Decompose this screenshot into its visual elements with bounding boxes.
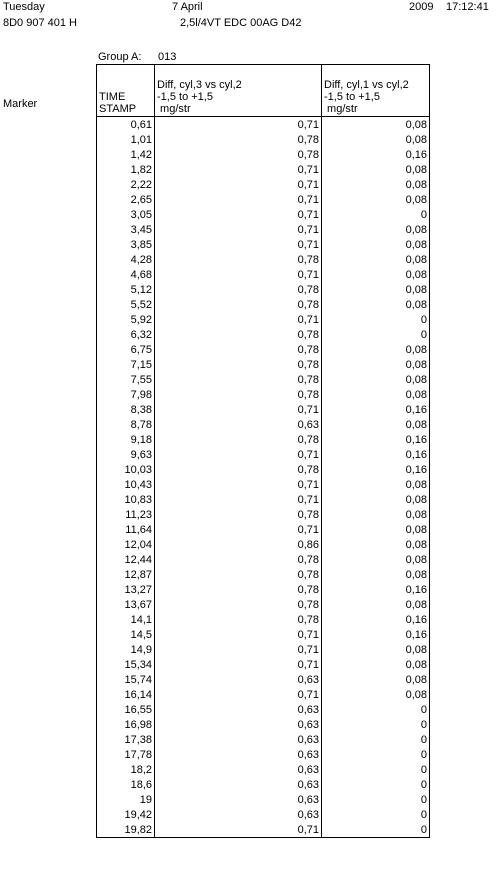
- diff-cyl1-cell: 0: [322, 807, 430, 822]
- time-stamp-cell: 3,85: [97, 237, 155, 252]
- time-stamp-cell: 18,2: [97, 762, 155, 777]
- diff-cyl1-cell: 0,16: [322, 582, 430, 597]
- diff-cyl1-cell: 0,08: [322, 687, 430, 702]
- diff-cyl3-cell: 0,78: [155, 282, 322, 297]
- table-row: [97, 612, 430, 627]
- diff-cyl3-cell: 0,78: [155, 132, 322, 147]
- diff-cyl3-cell: 0,71: [155, 447, 322, 462]
- time-stamp-cell: 12,04: [97, 537, 155, 552]
- diff-cyl3-cell: 0,78: [155, 582, 322, 597]
- table-row: [97, 642, 430, 657]
- table-row: [97, 627, 430, 642]
- diff-cyl3-cell: 0,71: [155, 492, 322, 507]
- time-stamp-cell: 2,65: [97, 192, 155, 207]
- diff-cyl1-cell: 0,08: [322, 387, 430, 402]
- time-stamp-cell: 11,23: [97, 507, 155, 522]
- diff-cyl1-cell: 0,08: [322, 642, 430, 657]
- diff-cyl3-cell: 0,71: [155, 117, 322, 133]
- diff-cyl1-cell: 0: [322, 762, 430, 777]
- table-row: [97, 807, 430, 822]
- diff-cyl1-cell: 0,08: [322, 477, 430, 492]
- table-row: [97, 162, 430, 177]
- diff-cyl3-cell: 0,63: [155, 672, 322, 687]
- time-stamp-cell: 4,28: [97, 252, 155, 267]
- diff-cyl3-cell: 0,78: [155, 147, 322, 162]
- diff-cyl3-cell: 0,71: [155, 207, 322, 222]
- diff-cyl3-cell: 0,63: [155, 417, 322, 432]
- time-stamp-cell: 10,83: [97, 492, 155, 507]
- time-stamp-cell: 10,03: [97, 462, 155, 477]
- time-stamp-cell: 7,98: [97, 387, 155, 402]
- diff-cyl1-cell: 0,08: [322, 192, 430, 207]
- diff-cyl3-cell: 0,63: [155, 732, 322, 747]
- diff-cyl1-cell: 0,08: [322, 597, 430, 612]
- diff-cyl1-cell: 0,08: [322, 672, 430, 687]
- header-line: -1,5 to +1,5: [157, 91, 213, 103]
- table-row: [97, 312, 430, 327]
- diff-cyl1-cell: 0: [322, 732, 430, 747]
- table-row: [97, 777, 430, 792]
- diff-cyl3-cell: 0,63: [155, 717, 322, 732]
- year-label: 2009: [409, 1, 434, 13]
- time-stamp-cell: 0,61: [97, 117, 155, 133]
- time-stamp-cell: 16,55: [97, 702, 155, 717]
- time-stamp-cell: 6,75: [97, 342, 155, 357]
- time-stamp-cell: 6,32: [97, 327, 155, 342]
- diff-cyl3-cell: 0,71: [155, 822, 322, 838]
- diff-cyl3-cell: 0,86: [155, 537, 322, 552]
- diff-cyl3-cell: 0,78: [155, 552, 322, 567]
- time-stamp-cell: 7,15: [97, 357, 155, 372]
- diff-cyl3-cell: 0,78: [155, 357, 322, 372]
- diff-cyl1-cell: 0,08: [322, 252, 430, 267]
- time-stamp-cell: 3,05: [97, 207, 155, 222]
- diff-cyl3-cell: 0,71: [155, 237, 322, 252]
- table-row: [97, 282, 430, 297]
- diff-cyl1-cell: 0,08: [322, 132, 430, 147]
- diff-cyl1-cell: 0: [322, 327, 430, 342]
- diff-cyl1-cell: 0: [322, 312, 430, 327]
- time-stamp-cell: 4,68: [97, 267, 155, 282]
- table-row: [97, 672, 430, 687]
- diff-cyl1-cell: 0,08: [322, 117, 430, 133]
- time-stamp-cell: 12,44: [97, 552, 155, 567]
- table-row: [97, 597, 430, 612]
- diff-cyl1-cell: 0,08: [322, 357, 430, 372]
- table-row: [97, 582, 430, 597]
- diff-cyl3-cell: 0,63: [155, 807, 322, 822]
- time-stamp-cell: 1,42: [97, 147, 155, 162]
- table-row: [97, 522, 430, 537]
- table-row: [97, 297, 430, 312]
- diff-cyl3-cell: 0,63: [155, 747, 322, 762]
- diff-cyl1-cell: 0,16: [322, 432, 430, 447]
- diff-cyl1-cell: 0,08: [322, 522, 430, 537]
- table-row: [97, 492, 430, 507]
- diff-cyl3-cell: 0,78: [155, 252, 322, 267]
- diff-cyl1-cell: 0: [322, 207, 430, 222]
- diff-cyl3-cell: 0,78: [155, 387, 322, 402]
- group-label: Group A:: [98, 51, 142, 63]
- diff-cyl3-cell: 0,71: [155, 522, 322, 537]
- table-row: [97, 357, 430, 372]
- diff-cyl3-cell: 0,63: [155, 762, 322, 777]
- diff-cyl3-cell: 0,71: [155, 627, 322, 642]
- time-label: 17:12:41: [446, 1, 489, 13]
- diff-cyl3-cell: 0,71: [155, 192, 322, 207]
- diff-cyl3-cell: 0,78: [155, 327, 322, 342]
- table-row: [97, 327, 430, 342]
- time-stamp-cell: 14,1: [97, 612, 155, 627]
- table-row: [97, 132, 430, 147]
- table-row: [97, 342, 430, 357]
- diff-cyl1-cell: 0: [322, 747, 430, 762]
- diff-cyl3-cell: 0,63: [155, 777, 322, 792]
- header-line: mg/str: [324, 103, 358, 115]
- table-row: [97, 372, 430, 387]
- table-row: [97, 552, 430, 567]
- diff-cyl3-cell: 0,71: [155, 312, 322, 327]
- marker-label: Marker: [3, 98, 38, 110]
- table-row: [97, 477, 430, 492]
- diff-cyl1-cell: 0,08: [322, 567, 430, 582]
- diff-cyl1-cell: 0: [322, 777, 430, 792]
- diff-cyl1-cell: 0,16: [322, 462, 430, 477]
- table-row: [97, 822, 430, 838]
- diff-cyl1-cell: 0,08: [322, 237, 430, 252]
- table-row: [97, 147, 430, 162]
- table-row: [97, 432, 430, 447]
- diff-cyl1-cell: 0,08: [322, 417, 430, 432]
- diff-cyl3-cell: 0,71: [155, 177, 322, 192]
- diff-cyl3-cell: 0,78: [155, 342, 322, 357]
- time-stamp-cell: 5,52: [97, 297, 155, 312]
- diff-cyl3-cell: 0,71: [155, 222, 322, 237]
- engine-code: 2,5l/4VT EDC 00AG D42: [180, 17, 302, 29]
- diff-cyl3-cell: 0,71: [155, 402, 322, 417]
- time-stamp-cell: 14,5: [97, 627, 155, 642]
- table-row: [97, 747, 430, 762]
- table-row: [97, 267, 430, 282]
- time-stamp-cell: 19: [97, 792, 155, 807]
- time-stamp-cell: 7,55: [97, 372, 155, 387]
- diff-cyl3-cell: 0,71: [155, 162, 322, 177]
- diff-cyl3-cell: 0,78: [155, 507, 322, 522]
- diff-cyl1-cell: 0,08: [322, 267, 430, 282]
- diff-cyl3-cell: 0,78: [155, 372, 322, 387]
- time-stamp-cell: 15,34: [97, 657, 155, 672]
- header-diff-cyl1-vs-cyl2: [322, 65, 430, 117]
- diff-cyl3-cell: 0,78: [155, 597, 322, 612]
- group-number: 013: [158, 51, 177, 63]
- table-row: [97, 732, 430, 747]
- time-stamp-cell: 19,82: [97, 822, 155, 838]
- header-line: TIME: [99, 91, 126, 103]
- diff-cyl1-cell: 0,08: [322, 342, 430, 357]
- diff-cyl3-cell: 0,71: [155, 657, 322, 672]
- time-stamp-cell: 17,78: [97, 747, 155, 762]
- time-stamp-cell: 8,78: [97, 417, 155, 432]
- table-row: [97, 417, 430, 432]
- diff-cyl3-cell: 0,71: [155, 477, 322, 492]
- diff-cyl1-cell: 0,16: [322, 612, 430, 627]
- header-line: -1,5 to +1,5: [324, 91, 380, 103]
- table-row: [97, 387, 430, 402]
- time-stamp-cell: 11,64: [97, 522, 155, 537]
- table-row: [97, 687, 430, 702]
- table-row: [97, 537, 430, 552]
- time-stamp-cell: 3,45: [97, 222, 155, 237]
- time-stamp-cell: 19,42: [97, 807, 155, 822]
- diff-cyl1-cell: 0,08: [322, 297, 430, 312]
- header-line: STAMP: [99, 103, 137, 115]
- diff-cyl1-cell: 0,08: [322, 222, 430, 237]
- diff-cyl1-cell: 0: [322, 702, 430, 717]
- diff-cyl1-cell: 0,08: [322, 177, 430, 192]
- table-row: [97, 192, 430, 207]
- diff-cyl3-cell: 0,71: [155, 642, 322, 657]
- diff-cyl1-cell: 0: [322, 822, 430, 838]
- day-label: Tuesday: [3, 1, 45, 13]
- table-row: [97, 702, 430, 717]
- time-stamp-cell: 16,14: [97, 687, 155, 702]
- diff-cyl3-cell: 0,63: [155, 792, 322, 807]
- time-stamp-cell: 14,9: [97, 642, 155, 657]
- header-time-stamp: [97, 65, 155, 117]
- diff-cyl1-cell: 0,16: [322, 627, 430, 642]
- diff-cyl3-cell: 0,78: [155, 432, 322, 447]
- diff-cyl1-cell: 0,16: [322, 447, 430, 462]
- table-row: [97, 237, 430, 252]
- table-row: [97, 462, 430, 477]
- diff-cyl1-cell: 0,08: [322, 552, 430, 567]
- time-stamp-cell: 16,98: [97, 717, 155, 732]
- part-number: 8D0 907 401 H: [3, 17, 77, 29]
- diff-cyl1-cell: 0,08: [322, 537, 430, 552]
- diff-cyl1-cell: 0,08: [322, 657, 430, 672]
- diff-cyl3-cell: 0,78: [155, 462, 322, 477]
- time-stamp-cell: 1,01: [97, 132, 155, 147]
- header-diff-cyl3-vs-cyl2: [155, 65, 322, 117]
- table-row: [97, 762, 430, 777]
- diff-cyl3-cell: 0,71: [155, 687, 322, 702]
- header-line: mg/str: [157, 103, 191, 115]
- table-row: [97, 567, 430, 582]
- time-stamp-cell: 13,27: [97, 582, 155, 597]
- time-stamp-cell: 15,74: [97, 672, 155, 687]
- table-row: [97, 207, 430, 222]
- diff-cyl3-cell: 0,78: [155, 297, 322, 312]
- header-line: Diff, cyl,3 vs cyl,2: [157, 79, 242, 91]
- diff-cyl3-cell: 0,63: [155, 702, 322, 717]
- time-stamp-cell: 12,87: [97, 567, 155, 582]
- table-row: [97, 252, 430, 267]
- diff-cyl1-cell: 0,16: [322, 147, 430, 162]
- table-row: [97, 177, 430, 192]
- diff-cyl1-cell: 0: [322, 717, 430, 732]
- table-body: [97, 117, 430, 838]
- diff-cyl1-cell: 0,08: [322, 492, 430, 507]
- header-line: Diff, cyl,1 vs cyl,2: [324, 79, 409, 91]
- diff-cyl3-cell: 0,78: [155, 612, 322, 627]
- table-row: [97, 717, 430, 732]
- table-header-row: [97, 65, 430, 117]
- time-stamp-cell: 9,63: [97, 447, 155, 462]
- time-stamp-cell: 18,6: [97, 777, 155, 792]
- date-label: 7 April: [172, 1, 203, 13]
- time-stamp-cell: 2,22: [97, 177, 155, 192]
- table-row: [97, 447, 430, 462]
- table-row: [97, 402, 430, 417]
- table-row: [97, 657, 430, 672]
- table-row: [97, 222, 430, 237]
- time-stamp-cell: 5,12: [97, 282, 155, 297]
- diff-cyl3-cell: 0,71: [155, 267, 322, 282]
- time-stamp-cell: 17,38: [97, 732, 155, 747]
- table-row: [97, 507, 430, 522]
- table-row: [97, 792, 430, 807]
- time-stamp-cell: 10,43: [97, 477, 155, 492]
- diff-cyl1-cell: 0,08: [322, 282, 430, 297]
- time-stamp-cell: 1,82: [97, 162, 155, 177]
- diff-cyl1-cell: 0,16: [322, 402, 430, 417]
- diff-cyl1-cell: 0: [322, 792, 430, 807]
- measurement-table: [96, 64, 430, 838]
- time-stamp-cell: 13,67: [97, 597, 155, 612]
- diff-cyl1-cell: 0,08: [322, 162, 430, 177]
- diff-cyl1-cell: 0,08: [322, 507, 430, 522]
- diff-cyl3-cell: 0,78: [155, 567, 322, 582]
- time-stamp-cell: 5,92: [97, 312, 155, 327]
- time-stamp-cell: 8,38: [97, 402, 155, 417]
- diff-cyl1-cell: 0,08: [322, 372, 430, 387]
- time-stamp-cell: 9,18: [97, 432, 155, 447]
- table-row: [97, 117, 430, 133]
